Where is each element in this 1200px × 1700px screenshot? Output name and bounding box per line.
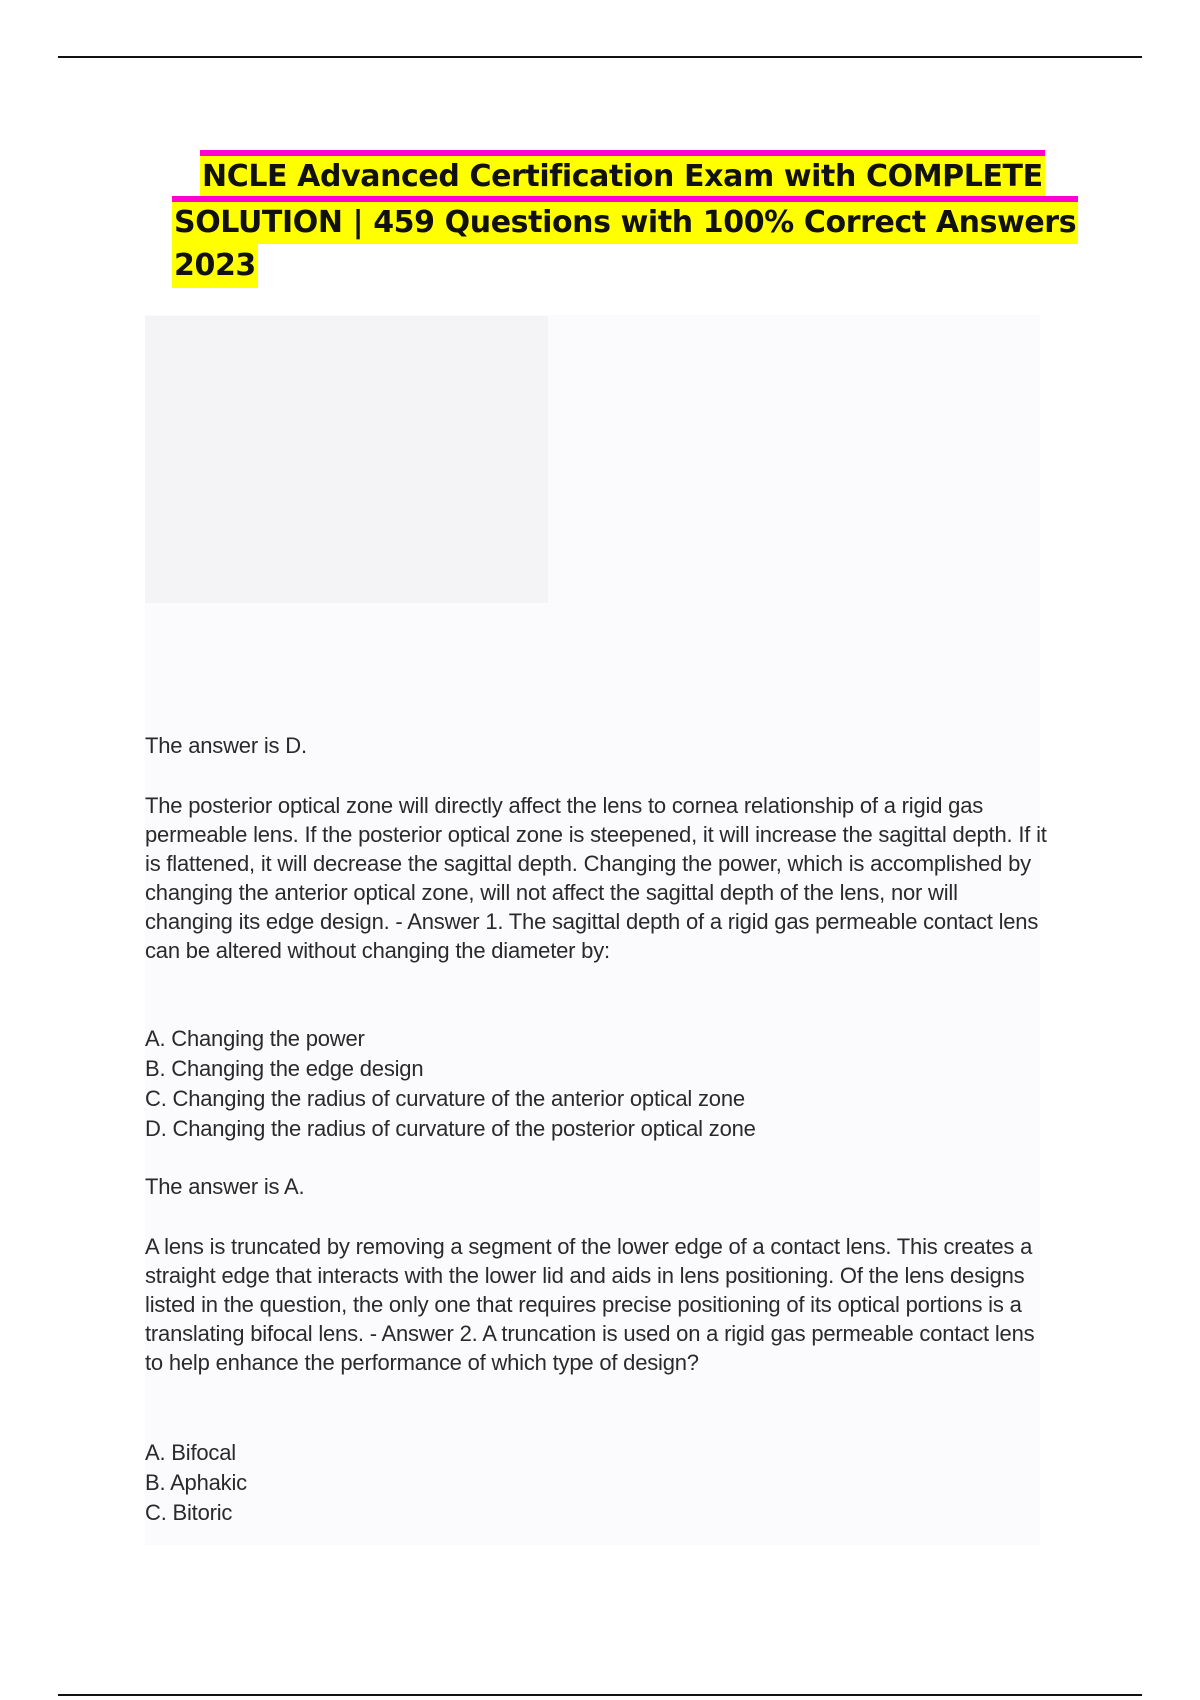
explanation-paragraph-1: The posterior optical zone will directly affect the lens to cornea relationship of a rigid gas permeable lens. If the posterior optical zone is steepened, it will increase the sagittal depth. If it is flattened, it will decrease the sagittal depth. Changing the power, which is accomplished by changing the anterior optical zone, will not affect the sagittal depth of the lens, nor will changing its edge design. - Answer 1. The sagittal depth of a rigid gas permeable contact lens can be altered without changing the diameter by:	[145, 793, 1047, 963]
option-item: C. Bitoric	[145, 1500, 233, 1525]
image-placeholder	[145, 316, 548, 603]
top-rule	[58, 56, 1142, 58]
option-item: C. Changing the radius of curvature of the anterior optical zone	[145, 1086, 745, 1111]
option-item: B. Changing the edge design	[145, 1056, 424, 1081]
title-line-3: 2023	[172, 244, 258, 288]
bottom-rule	[58, 1694, 1142, 1696]
title-line-1: NCLE Advanced Certification Exam with COMPLETE	[200, 150, 1045, 201]
option-list-1	[145, 1024, 1045, 1144]
option-item: B. Aphakic	[145, 1470, 247, 1495]
option-item: A. Changing the power	[145, 1026, 365, 1051]
answer-statement-2: The answer is A.	[145, 1174, 305, 1199]
option-item: A. Bifocal	[145, 1440, 236, 1465]
explanation-paragraph-2: A lens is truncated by removing a segment of the lower edge of a contact lens. This creates a straight edge that interacts with the lower lid and aids in lens positioning. Of the lens designs listed in the question, the only one that requires precise positioning of its optical portions is a translating bifocal lens. - Answer 2. A truncation is used on a rigid gas permeable contact lens to help enhance the performance of which type of design?	[145, 1234, 1035, 1375]
title-line-2: SOLUTION | 459 Questions with 100% Correct Answers	[172, 196, 1078, 244]
option-item: D. Changing the radius of curvature of the posterior optical zone	[145, 1116, 756, 1141]
answer-statement-1: The answer is D.	[145, 733, 307, 758]
option-list-2	[145, 1438, 1045, 1528]
